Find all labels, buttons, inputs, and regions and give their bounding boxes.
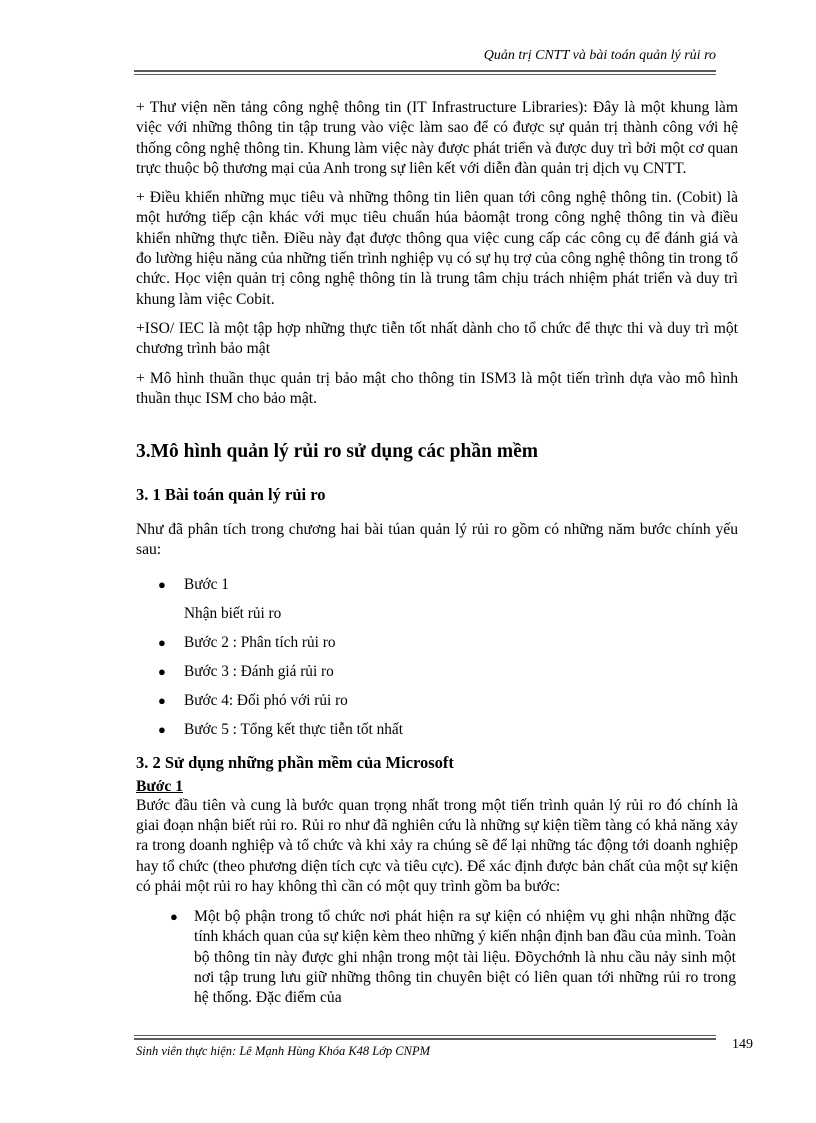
list-item bbox=[136, 720, 738, 740]
subsection-heading-3-2: 3. 2 Sử dụng những phần mềm của Microsoft bbox=[136, 752, 454, 772]
header-rule-thin bbox=[134, 74, 716, 75]
page-header: Quản trị CNTT và bài toán quản lý rủi ro bbox=[483, 48, 716, 63]
footer-author: Sinh viên thực hiện: Lê Mạnh Hùng Khóa K48 Lớp CNPM bbox=[136, 1044, 431, 1058]
bullet-icon: ● bbox=[158, 721, 166, 737]
observation-text: Một bộ phận trong tổ chức nơi phát hiện ra sự kiện có nhiệm vụ ghi nhận những đặc tính khách quan của sự kiện kèm theo những ý kiến nhận định ban đầu của mình. Toàn bộ thông tin này được ghi nhận trong một tài liệu. Đõychớnh là nhu cầu nảy sinh một nơi tập trung lưu giữ những thông tin chuyên biệt có liên quan tới những rủi ro trong hệ thống. Đặc điểm của bbox=[194, 908, 736, 1007]
page-body bbox=[136, 98, 738, 1008]
step-body: Bước đầu tiên và cung là bước quan trọng nhất trong một tiến trình quản lý rủi ro đó chính là giai đoạn nhận biết rủi ro. Rủi ro như đã nghiên cứu là những sự kiện tiềm tàng có khả năng xảy ra trong doanh nghiệp và tổ chức và khi xảy ra chúng sẽ để lại những tác động tới doanh nghiệp hay tổ chức (theo phương diện tích cực và tiêu cực). Để xác định được bản chất của một sự kiện có phải một rủi ro hay không thì cần có một quy trình gồm ba bước: bbox=[136, 796, 738, 895]
bullet-icon: ● bbox=[158, 692, 166, 708]
paragraph-cobit: + Điều khiển những mục tiêu và những thông tin liên quan tới công nghệ thông tin. (Cobit) là một hướng tiếp cận khác với mục tiêu chuẩn húa bảomật trong công nghệ thông tin và điều khiển những thực tiễn. Điều này đạt được thông qua việc cung cấp các công cụ để đánh giá và đo lường hiệu năng của những tiến trình nghiệp vụ có sự hụ trợ của công nghệ thông tin trong tổ chức. Học viện quản trị công nghệ thông tin là trung tâm chịu trách nhiệm phát triển và duy trì khung làm việc Cobit. bbox=[136, 189, 738, 308]
bullet-icon: ● bbox=[158, 576, 166, 592]
paragraph-ism3: + Mô hình thuần thục quản trị bảo mật cho thông tin ISM3 là một tiến trình dựa vào mô hình thuần thục ISM cho bảo mật. bbox=[136, 369, 738, 407]
steps-list-continued bbox=[136, 633, 738, 740]
step-label: Bước 1 bbox=[136, 777, 184, 795]
list-item bbox=[136, 907, 738, 1008]
page-number: 149 bbox=[732, 1037, 753, 1052]
header-rule bbox=[134, 70, 716, 72]
step-4: Bước 4: Đối phó với rủi ro bbox=[184, 691, 348, 709]
section-heading: 3.Mô hình quản lý rủi ro sử dụng các phần mềm bbox=[136, 441, 538, 463]
bullet-icon: ● bbox=[170, 909, 178, 925]
step-2: Bước 2 : Phân tích rủi ro bbox=[184, 633, 336, 651]
list-item bbox=[136, 662, 738, 682]
step-5: Bước 5 : Tổng kết thực tiễn tốt nhất bbox=[184, 720, 403, 738]
list-item bbox=[136, 633, 738, 653]
bullet-icon: ● bbox=[158, 663, 166, 679]
steps-list bbox=[136, 575, 738, 595]
list-item bbox=[136, 691, 738, 711]
paragraph-itil: + Thư viện nền tảng công nghệ thông tin (IT Infrastructure Libraries): Đây là một khung làm việc với những thông tin tập trung vào việc làm sao để có được sự quản trị thành công với hệ thống công nghệ thông tin. Khung làm việc này được phát triển và được duy trì bởi một cơ quan trực thuộc bộ thương mại của Anh trong sự liên kết với diễn đàn quản trị dịch vụ CNTT. bbox=[136, 99, 738, 177]
paragraph-iso: +ISO/ IEC là một tập hợp những thực tiễn tốt nhất dành cho tổ chức để thực thi và duy trì một chương trình bảo mật bbox=[136, 319, 738, 358]
subsection-intro: Như đã phân tích trong chương hai bài túan quản lý rủi ro gồm có những năm bước chính yếu sau: bbox=[136, 521, 738, 559]
step-1-detail: Nhận biết rủi ro bbox=[184, 604, 282, 622]
step-3: Bước 3 : Đánh giá rủi ro bbox=[184, 662, 334, 680]
bullet-icon: ● bbox=[158, 634, 166, 650]
footer-rule bbox=[134, 1038, 716, 1040]
list-item bbox=[136, 575, 738, 595]
observation-list bbox=[136, 907, 738, 1008]
step-1: Bước 1 bbox=[184, 575, 229, 593]
footer-rule-thin bbox=[134, 1035, 716, 1036]
subsection-heading-3-1: 3. 1 Bài toán quản lý rủi ro bbox=[136, 485, 326, 505]
